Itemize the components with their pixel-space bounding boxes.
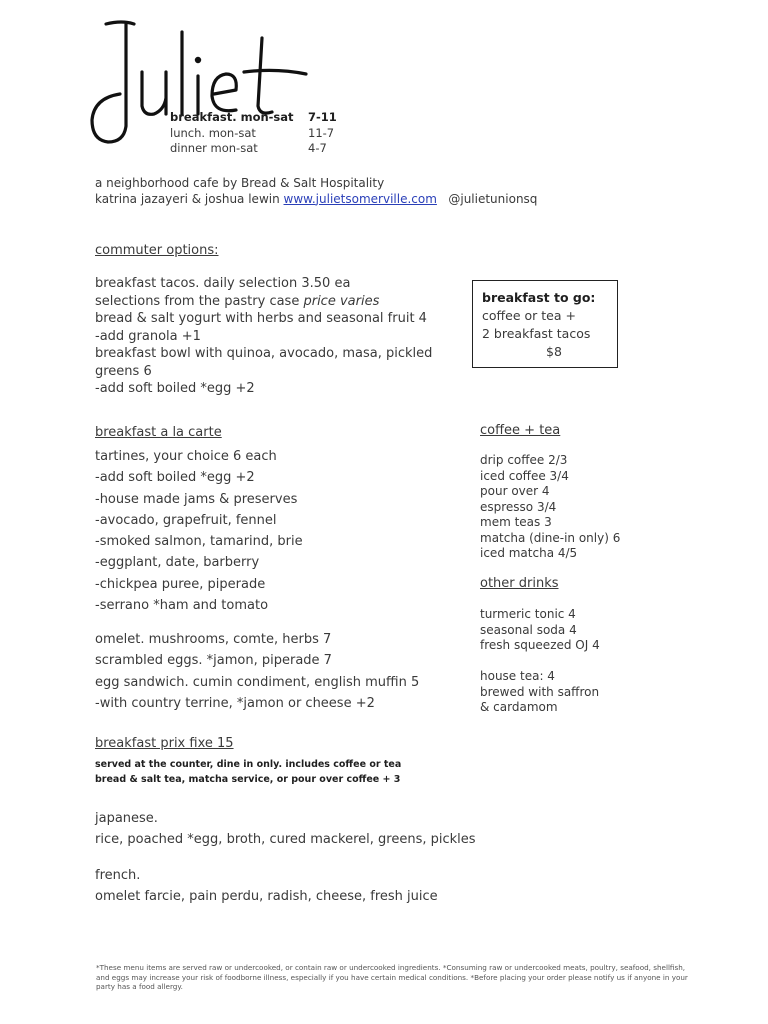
commuter-list	[95, 275, 432, 398]
list-item: tartines, your choice 6 each	[95, 449, 277, 464]
item-price-note: price varies	[303, 293, 380, 309]
other-drinks-list	[480, 607, 600, 654]
mains-list	[95, 629, 419, 714]
owners-line	[95, 192, 537, 208]
set-name: japanese.	[95, 811, 158, 826]
allergy-footnote: *These menu items are served raw or undercooked, or contain raw or undercooked ingredients. *Consuming raw or undercooked meats, poultry, seafood, shellfish, and eggs may increase your risk of foodborne illness, especially if you have certain medical conditions. *Before placing your order please notify us if anyone in your party has a food allergy.	[96, 963, 688, 992]
prix-fixe-notes	[95, 757, 401, 787]
hours-block	[170, 110, 337, 157]
hours-row-dinner	[170, 141, 327, 157]
list-item: -avocado, grapefruit, fennel	[95, 512, 277, 528]
to-go-line: coffee or tea +	[482, 308, 576, 323]
list-item: seasonal soda 4	[480, 622, 577, 637]
coffee-tea-list	[480, 453, 620, 562]
list-item: breakfast tacos. daily selection 3.50 ea	[95, 276, 351, 291]
list-item: -eggplant, date, barberry	[95, 555, 260, 571]
list-item: matcha (dine-in only) 6	[480, 530, 621, 545]
commuter-heading: commuter options:	[95, 243, 219, 258]
list-item: -serrano *ham and tomato	[95, 598, 269, 614]
house-tea-block	[480, 669, 599, 716]
list-item: drip coffee 2/3	[480, 453, 568, 467]
list-item: fresh squeezed OJ 4	[480, 638, 600, 652]
hours-time: 7-11	[308, 110, 337, 124]
list-item: breakfast bowl with quinoa, avocado, masa, pickled	[95, 346, 433, 361]
list-item	[95, 293, 432, 311]
to-go-title: breakfast to go:	[482, 290, 596, 305]
prix-note-line: bread & salt tea, matcha service, or pour over coffee + 3	[95, 774, 401, 785]
ala-carte-heading: breakfast a la carte	[95, 425, 222, 440]
list-item: -smoked salmon, tamarind, brie	[95, 534, 303, 550]
breakfast-to-go-box	[472, 280, 618, 368]
hours-time: 11-7	[308, 125, 335, 140]
list-item: -add soft boiled *egg +2	[95, 381, 255, 396]
list-item: -chickpea puree, piperade	[95, 576, 266, 592]
list-item: -with country terrine, *jamon or cheese +2	[95, 695, 375, 711]
list-item: -house made jams & preserves	[95, 491, 298, 507]
hours-row-lunch	[170, 125, 335, 142]
to-go-price: $8	[546, 344, 562, 359]
list-item: iced coffee 3/4	[480, 468, 569, 483]
other-drinks-heading: other drinks	[480, 576, 559, 591]
to-go-line: 2 breakfast tacos	[482, 326, 591, 341]
hours-label: breakfast. mon-sat	[170, 110, 294, 124]
list-item: greens 6	[95, 363, 152, 379]
list-item: pour over 4	[480, 484, 550, 498]
set-name: french.	[95, 868, 141, 883]
prix-note-line: served at the counter, dine in only. includes coffee or tea	[95, 759, 402, 770]
ala-carte-list	[95, 446, 303, 616]
tagline: a neighborhood cafe by Bread & Salt Hospitality	[95, 176, 385, 190]
list-item: turmeric tonic 4	[480, 607, 576, 621]
list-item: mem teas 3	[480, 515, 552, 529]
coffee-tea-heading: coffee + tea	[480, 423, 561, 438]
list-item: espresso 3/4	[480, 499, 557, 514]
list-item: omelet. mushrooms, comte, herbs 7	[95, 632, 332, 647]
list-item: iced matcha 4/5	[480, 546, 578, 560]
list-item: brewed with saffron	[480, 684, 600, 699]
hours-time: 4-7	[308, 141, 327, 155]
list-item: & cardamom	[480, 700, 558, 714]
owners-names: katrina jazayeri & joshua lewin	[95, 191, 284, 206]
list-item: -add soft boiled *egg +2	[95, 470, 255, 486]
hours-row-breakfast	[170, 110, 337, 126]
hours-label: dinner mon-sat	[170, 141, 258, 155]
item-text: selections from the pastry case	[95, 293, 304, 309]
prix-fixe-sets	[95, 808, 476, 907]
list-item: bread & salt yogurt with herbs and seasonal fruit 4	[95, 311, 427, 326]
list-item: -add granola +1	[95, 328, 201, 344]
list-item: scrambled eggs. *jamon, piperade 7	[95, 653, 332, 669]
hours-label: lunch. mon-sat	[170, 125, 256, 140]
set-desc: rice, poached *egg, broth, cured mackerel, greens, pickles	[95, 832, 476, 847]
list-item: house tea: 4	[480, 669, 555, 683]
website-link[interactable]: www.julietsomerville.com	[283, 191, 437, 206]
set-desc: omelet farcie, pain perdu, radish, cheese, fresh juice	[95, 889, 438, 904]
spacer	[95, 850, 476, 865]
list-item: egg sandwich. cumin condiment, english muffin 5	[95, 674, 420, 690]
spacer	[437, 192, 448, 206]
intro-block	[95, 176, 537, 207]
prix-fixe-heading: breakfast prix fixe 15	[95, 736, 234, 751]
instagram-handle: @julietunionsq	[448, 191, 538, 206]
